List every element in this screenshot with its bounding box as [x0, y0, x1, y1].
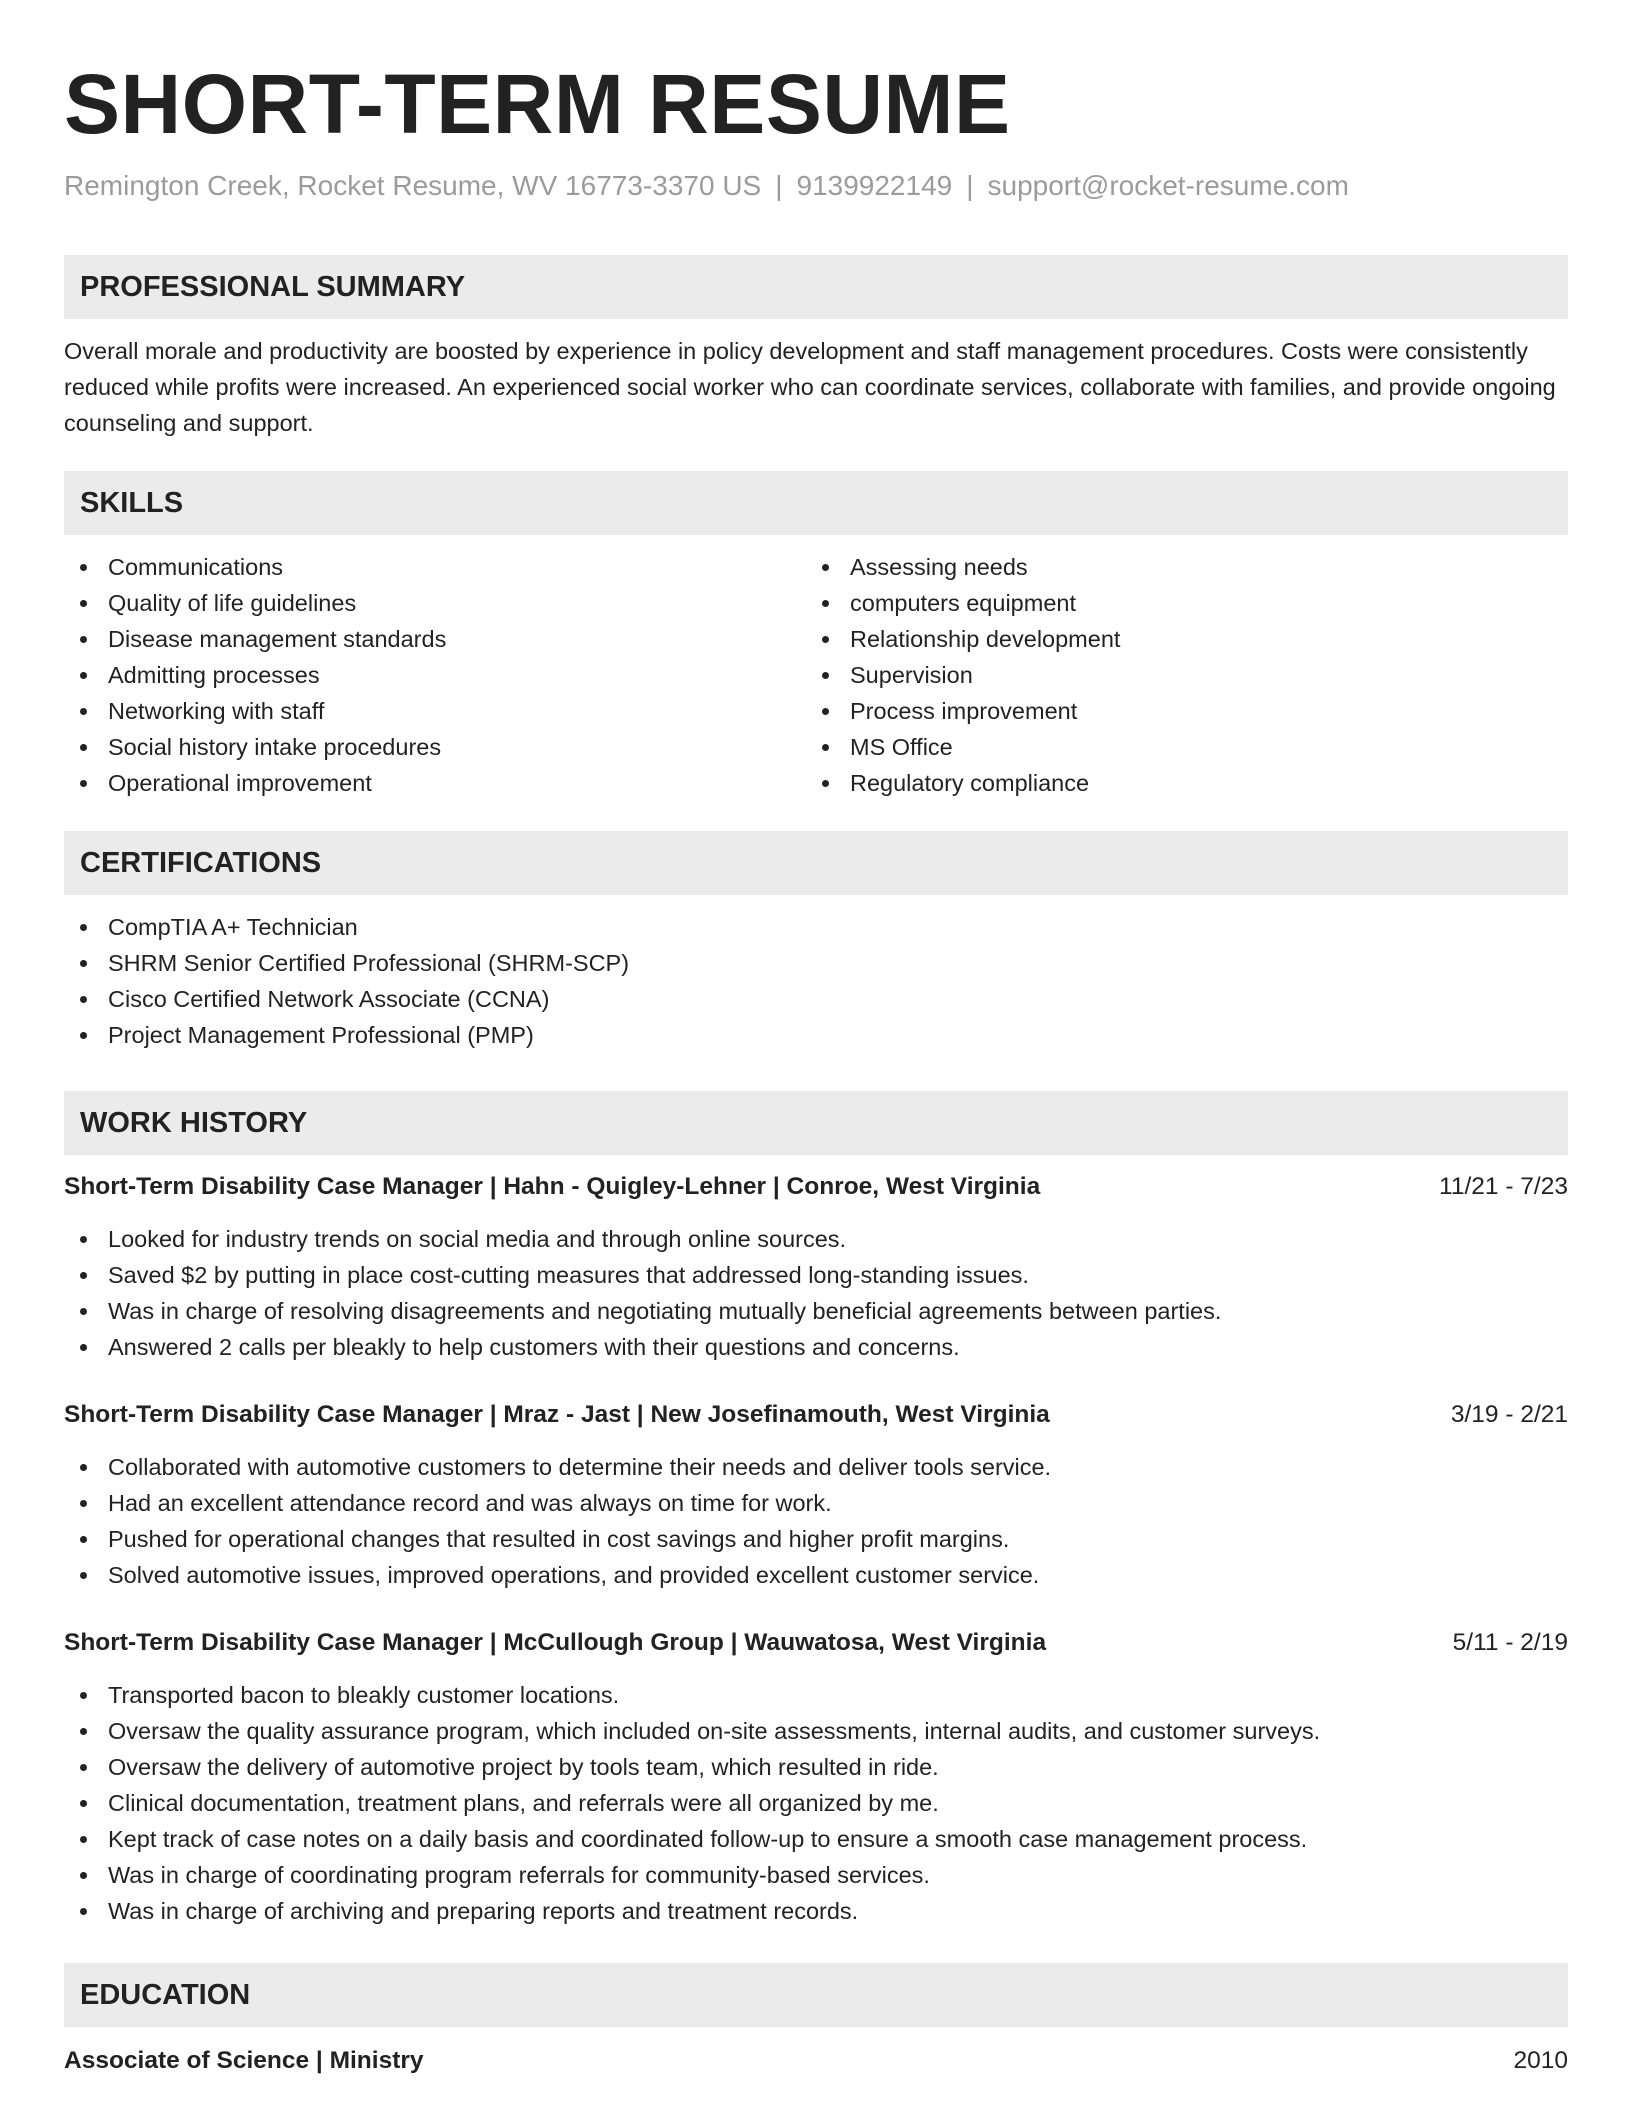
education-heading: EDUCATION [64, 1963, 1568, 2027]
certifications-heading: CERTIFICATIONS [64, 831, 1568, 895]
contact-separator: | [775, 170, 783, 201]
skill-item: Process improvement [806, 693, 1548, 729]
education-entry [64, 2043, 1568, 2079]
skills-heading: SKILLS [64, 471, 1568, 535]
skill-item: Regulatory compliance [806, 765, 1548, 801]
job-bullet: Oversaw the quality assurance program, which included on-site assessments, internal audits, and customer surveys. [64, 1713, 1568, 1749]
job-header [64, 1397, 1568, 1433]
skill-item: Disease management standards [64, 621, 806, 657]
job-bullet: Clinical documentation, treatment plans, and referrals were all organized by me. [64, 1785, 1568, 1821]
skills-list [64, 549, 1568, 801]
job-header [64, 1625, 1568, 1661]
certifications-list [64, 909, 1568, 1053]
work-history-heading: WORK HISTORY [64, 1091, 1568, 1155]
job-bullet: Pushed for operational changes that resulted in cost savings and higher profit margins. [64, 1521, 1568, 1557]
skill-item: Assessing needs [806, 549, 1548, 585]
contact-email: support@rocket-resume.com [987, 170, 1349, 201]
contact-separator: | [966, 170, 974, 201]
skill-item: MS Office [806, 729, 1548, 765]
resume-name: SHORT-TERM RESUME [64, 57, 1011, 151]
job-dates: 3/19 - 2/21 [1450, 1401, 1568, 1428]
job-bullet: Solved automotive issues, improved operations, and provided excellent customer service. [64, 1557, 1568, 1593]
job-bullet: Answered 2 calls per bleakly to help customers with their questions and concerns. [64, 1329, 1568, 1365]
job-entry [64, 1397, 1568, 1593]
skill-item: Operational improvement [64, 765, 806, 801]
job-bullet: Was in charge of coordinating program referrals for community-based services. [64, 1857, 1568, 1893]
education-degree: Associate of Science | Ministry [64, 2047, 424, 2074]
skill-item: computers equipment [806, 585, 1548, 621]
job-bullet: Saved $2 by putting in place cost-cutting measures that addressed long-standing issues. [64, 1257, 1568, 1293]
job-entry [64, 1625, 1568, 1929]
job-bullet: Transported bacon to bleakly customer locations. [64, 1677, 1568, 1713]
contact-line [64, 168, 1568, 204]
skill-item: Quality of life guidelines [64, 585, 806, 621]
certification-item: SHRM Senior Certified Professional (SHRM-SCP) [64, 945, 1568, 981]
skill-item: Social history intake procedures [64, 729, 806, 765]
job-bullets [64, 1449, 1568, 1593]
contact-phone: 9139922149 [796, 170, 953, 201]
job-bullet: Was in charge of resolving disagreements and negotiating mutually beneficial agreements between parties. [64, 1293, 1568, 1329]
job-bullet: Had an excellent attendance record and was always on time for work. [64, 1485, 1568, 1521]
job-bullet: Looked for industry trends on social media and through online sources. [64, 1221, 1568, 1257]
skill-item: Networking with staff [64, 693, 806, 729]
skill-item: Supervision [806, 657, 1548, 693]
certification-item: CompTIA A+ Technician [64, 909, 1568, 945]
contact-address: Remington Creek, Rocket Resume, WV 16773-3370 US [64, 170, 762, 201]
education-year: 2010 [1513, 2047, 1568, 2074]
job-bullet: Collaborated with automotive customers to determine their needs and deliver tools service. [64, 1449, 1568, 1485]
skills-column-left [64, 549, 806, 801]
skill-item: Communications [64, 549, 806, 585]
skill-item: Admitting processes [64, 657, 806, 693]
certification-item: Project Management Professional (PMP) [64, 1017, 1568, 1053]
job-dates: 11/21 - 7/23 [1439, 1173, 1568, 1200]
resume-page [64, 56, 1568, 2079]
certification-item: Cisco Certified Network Associate (CCNA) [64, 981, 1568, 1017]
job-title: Short-Term Disability Case Manager | Mraz - Jast | New Josefinamouth, West Virginia [64, 1401, 1050, 1428]
job-dates: 5/11 - 2/19 [1452, 1629, 1568, 1656]
job-bullets [64, 1221, 1568, 1365]
job-bullet: Oversaw the delivery of automotive project by tools team, which resulted in ride. [64, 1749, 1568, 1785]
summary-text: Overall morale and productivity are boosted by experience in policy development and staff management procedures. Costs were consistently reduced while profits were increased. An experienced social worker who can coordinate services, collaborate with families, and provide ongoing counseling and support. [64, 338, 1556, 436]
job-title: Short-Term Disability Case Manager | McCullough Group | Wauwatosa, West Virginia [64, 1629, 1047, 1656]
summary-heading: PROFESSIONAL SUMMARY [64, 255, 1568, 319]
job-entry [64, 1169, 1568, 1365]
job-header [64, 1169, 1568, 1205]
job-bullet: Kept track of case notes on a daily basis and coordinated follow-up to ensure a smooth case management process. [64, 1821, 1568, 1857]
job-bullet: Was in charge of archiving and preparing reports and treatment records. [64, 1893, 1568, 1929]
job-title: Short-Term Disability Case Manager | Hahn - Quigley-Lehner | Conroe, West Virginia [64, 1173, 1041, 1200]
job-bullets [64, 1677, 1568, 1929]
skill-item: Relationship development [806, 621, 1548, 657]
skills-column-right [806, 549, 1548, 801]
